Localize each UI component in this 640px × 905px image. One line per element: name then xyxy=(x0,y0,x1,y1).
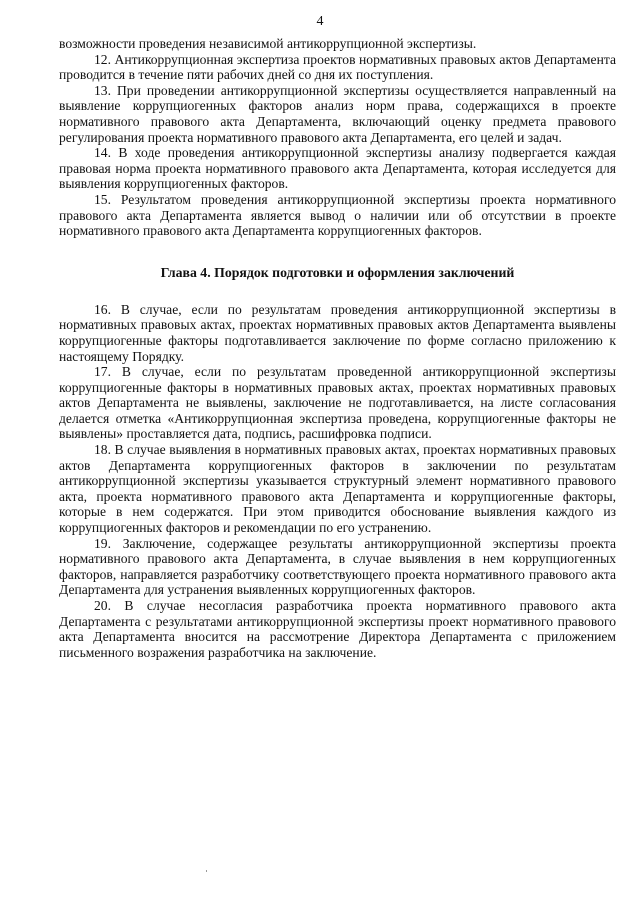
paragraph-continuation: возможности проведения независимой антикоррупционной экспертизы. xyxy=(59,36,477,51)
paragraph-19: 19. Заключение, содержащее результаты антикоррупционной экспертизы проекта нормативного правового акта Департамента, в случае выявления в нем коррупциогенных факторов, направляется разработчику соответствующего проекта нормативного правового акта Департамента для устранения выявленных коррупциогенных факторов. xyxy=(59,535,616,598)
paragraph-13: 13. При проведении антикоррупционной экспертизы осуществляется направленный на выявление коррупциогенных факторов анализ норм права, содержащихся в проекте нормативного правового акта Департамента, включающий оценку предмета правового регулирования проекта нормативного правового акта Департамента, его целей и задач. xyxy=(59,82,616,145)
paragraph-12: 12. Антикоррупционная экспертиза проектов нормативных правовых актов Департамента проводится в течение пяти рабочих дней со дня их поступления. xyxy=(59,51,616,83)
paragraph-16: 16. В случае, если по результатам проведения антикоррупционной экспертизы в нормативных правовых актах, проектах нормативных правовых актов Департамента выявлены коррупциогенные факторы подготавливается заключение по форме согласно приложению к настоящему Порядку. xyxy=(59,301,616,364)
scan-speck xyxy=(206,870,207,872)
page-number: 4 xyxy=(316,14,324,29)
paragraph-17: 17. В случае, если по результатам проведенной антикоррупционной экспертизы коррупциогенные факторы в нормативных правовых актах, проектах нормативных правовых актов Департамента не выявлены, заключение не подготавливается, на листе согласования делается отметка «Антикоррупционная экспертиза проведена, коррупциогенные факторы не выявлены» проставляется дата, подпись, расшифровка подписи. xyxy=(59,364,616,442)
spacer xyxy=(59,281,616,302)
paragraph-15: 15. Результатом проведения антикоррупционной экспертизы проекта нормативного правового акта Департамента является вывод о наличии или об отсутствии в проекте нормативного правового акта Департамента коррупциогенных факторов. xyxy=(59,191,616,239)
paragraph-20: 20. В случае несогласия разработчика проекта нормативного правового акта Департамента с результатами антикоррупционной экспертизы проект нормативного правового акта Департамента вносится на рассмотрение Директора Департамента с приложением письменного возражения разработчика на заключение. xyxy=(59,598,616,660)
chapter-heading: Глава 4. Порядок подготовки и оформления заключений xyxy=(160,264,515,280)
paragraph-18: 18. В случае выявления в нормативных правовых актах, проектах нормативных правовых актов Департамента коррупциогенных факторов в заключении по результатам антикоррупционной экспертизы указывается структурный элемент нормативного правового акта, проекта нормативного правового акта Департамента и коррупциогенные факторы, которые в нем содержатся. При этом приводится обоснование выявления каждого из коррупциогенных факторов и рекомендации по его устранению. xyxy=(59,442,616,536)
paragraph-14: 14. В ходе проведения антикоррупционной экспертизы анализу подвергается каждая правовая норма проекта нормативного правового акта Департамента, которая исследуется для выявления коррупциогенных факторов. xyxy=(59,145,616,192)
document-body xyxy=(59,36,616,660)
spacer xyxy=(59,239,616,265)
